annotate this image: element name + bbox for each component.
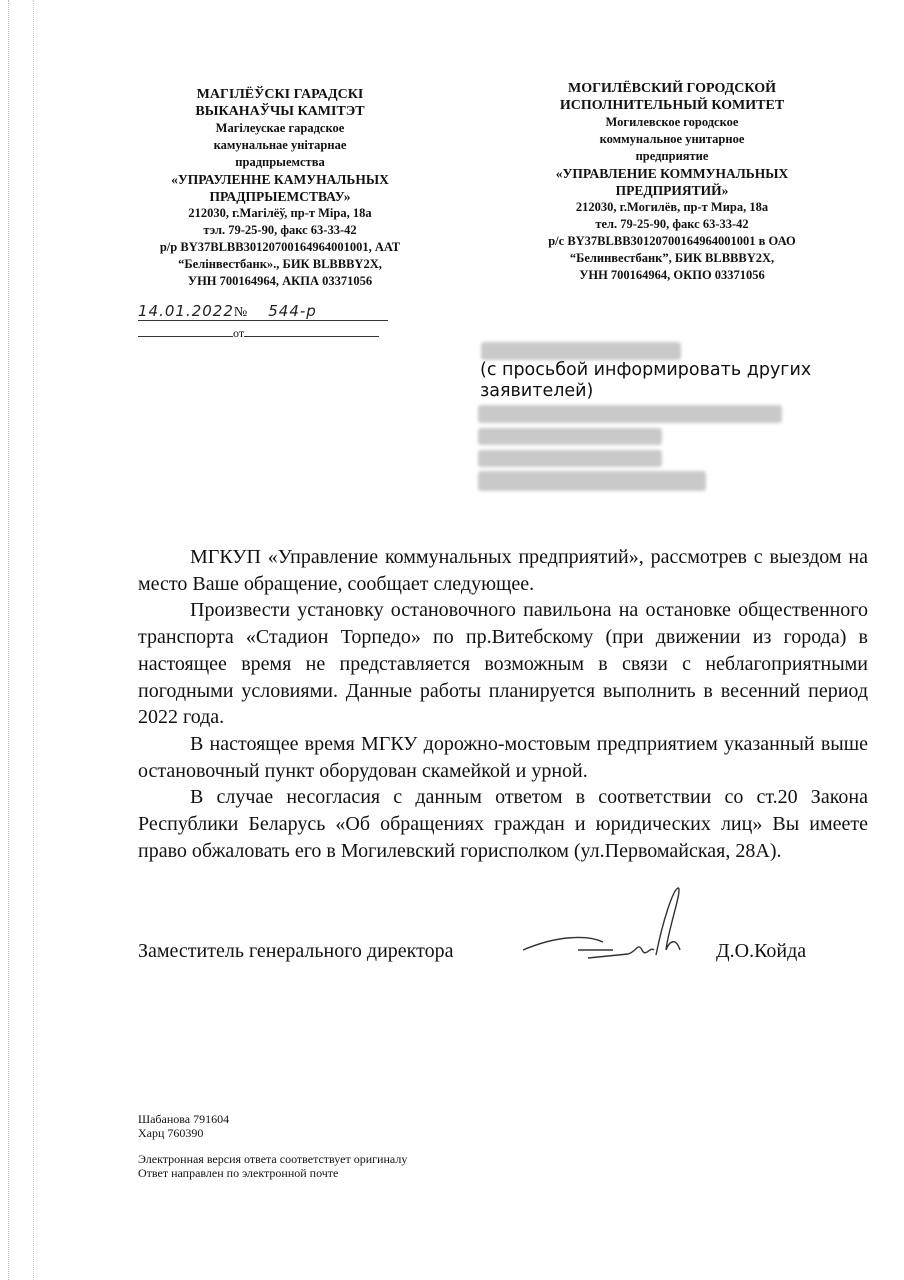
letterhead-line: прадпрыемства bbox=[235, 155, 325, 169]
letterhead-line: УНН 700164964, АКПА 03371056 bbox=[187, 274, 373, 288]
signature-block bbox=[138, 940, 868, 963]
footer bbox=[138, 1112, 407, 1180]
letterhead-line: МАГІЛЁЎСКІ ГАРАДСКІ bbox=[196, 87, 364, 102]
letterhead-line: ВЫКАНАЎЧЫ КАМІТЭТ bbox=[195, 104, 365, 119]
paragraph: Произвести установку остановочного павильона на остановке общественного транспорта «Стадион Торпедо» по пр.Витебскому (при движении из города) в настоящее время не представляется возможным в связи с неблагоприятными погодными условиями. Данные работы планируется выполнить в весенний период 2022 года. bbox=[138, 599, 868, 729]
paragraph: В настоящее время МГКУ дорожно-мостовым предприятием указанный выше остановочный пункт оборудован скамейкой и урной. bbox=[138, 732, 868, 782]
letterhead-line: «УПРАВЛЕНИЕ КОММУНАЛЬНЫХ bbox=[555, 166, 789, 181]
letterhead-line: тэл. 79-25-90, факс 63-33-42 bbox=[203, 223, 357, 237]
scan-edge bbox=[8, 0, 34, 1280]
letterhead-line: «УПРАУЛЕННЕ КАМУНАЛЬНЫХ bbox=[171, 172, 389, 187]
redacted-block bbox=[478, 428, 662, 445]
redacted-block bbox=[478, 405, 782, 423]
registration-line bbox=[138, 302, 388, 321]
letterhead-line: ИСПОЛНИТЕЛЬНЫЙ КОМИТЕТ bbox=[559, 98, 785, 113]
signer-name: Д.О.Койда bbox=[716, 940, 807, 962]
letterhead-line: 212030, г.Могилёв, пр-т Мира, 18а bbox=[575, 200, 769, 214]
redacted-block bbox=[478, 450, 662, 467]
letterhead-line: “Белинвестбанк”, БИК BLBBBY2X, bbox=[569, 251, 775, 265]
contact-line: Шабанова 791604 bbox=[138, 1112, 230, 1126]
letterhead-line: коммунальное унитарное bbox=[599, 132, 745, 146]
letter-body bbox=[138, 544, 868, 864]
redacted-block bbox=[478, 471, 706, 491]
signer-position: Заместитель генерального директора bbox=[138, 940, 454, 962]
redacted-block bbox=[481, 342, 681, 360]
letterhead-line: тел. 79-25-90, факс 63-33-42 bbox=[595, 217, 749, 231]
handwritten-signature bbox=[518, 880, 698, 970]
letterhead-line: р/р BY37BLBB30120700164964001001, ААТ bbox=[159, 240, 401, 254]
letterhead-line: “Белінвестбанк»., БИК BLBBBY2X, bbox=[178, 257, 382, 271]
footer-note: Ответ направлен по электронной почте bbox=[138, 1166, 339, 1180]
letterhead-russian bbox=[522, 80, 822, 284]
addressee-note: (с просьбой информировать других заявителей) bbox=[480, 360, 812, 401]
letterhead-line: предприятие bbox=[635, 149, 709, 163]
number-sign: № bbox=[233, 305, 248, 320]
letterhead-line: ПРАДПРЫЕМСТВАУ» bbox=[209, 189, 351, 204]
footer-note: Электронная версия ответа соответствует оригиналу bbox=[138, 1152, 408, 1166]
letterhead-line: камунальнае унітарнае bbox=[213, 138, 347, 152]
letterhead-line: Магілеускае гарадское bbox=[215, 121, 345, 135]
letterhead-line: УНН 700164964, ОКПО 03371056 bbox=[579, 268, 765, 282]
ot-line bbox=[138, 326, 388, 341]
paragraph: МГКУП «Управление коммунальных предприятий», рассмотрев с выездом на место Ваше обращение, сообщает следующее. bbox=[138, 546, 868, 595]
letterhead-line: Могилевское городское bbox=[605, 115, 739, 129]
letterhead-line: МОГИЛЁВСКИЙ ГОРОДСКОЙ bbox=[568, 81, 776, 96]
registration-number: 544-р bbox=[268, 302, 317, 320]
letterhead-belarusian bbox=[130, 86, 430, 290]
letterhead-line: ПРЕДПРИЯТИЙ» bbox=[615, 183, 729, 198]
letterhead-line: 212030, г.Магілёў, пр-т Міра, 18а bbox=[188, 206, 372, 220]
paragraph: В случае несогласия с данным ответом в соответствии со ст.20 Закона Республики Беларусь «Об обращениях граждан и юридических лиц» Вы имеете право обжаловать его в Могилевский горисполком (ул.Первомайская, 28А). bbox=[138, 786, 868, 862]
contact-line: Харц 760390 bbox=[138, 1126, 204, 1140]
letterhead-line: р/с BY37BLBB30120700164964001001 в ОАО bbox=[548, 234, 796, 248]
ot-label: от bbox=[233, 326, 245, 340]
registration-date: 14.01.2022 bbox=[138, 302, 234, 320]
